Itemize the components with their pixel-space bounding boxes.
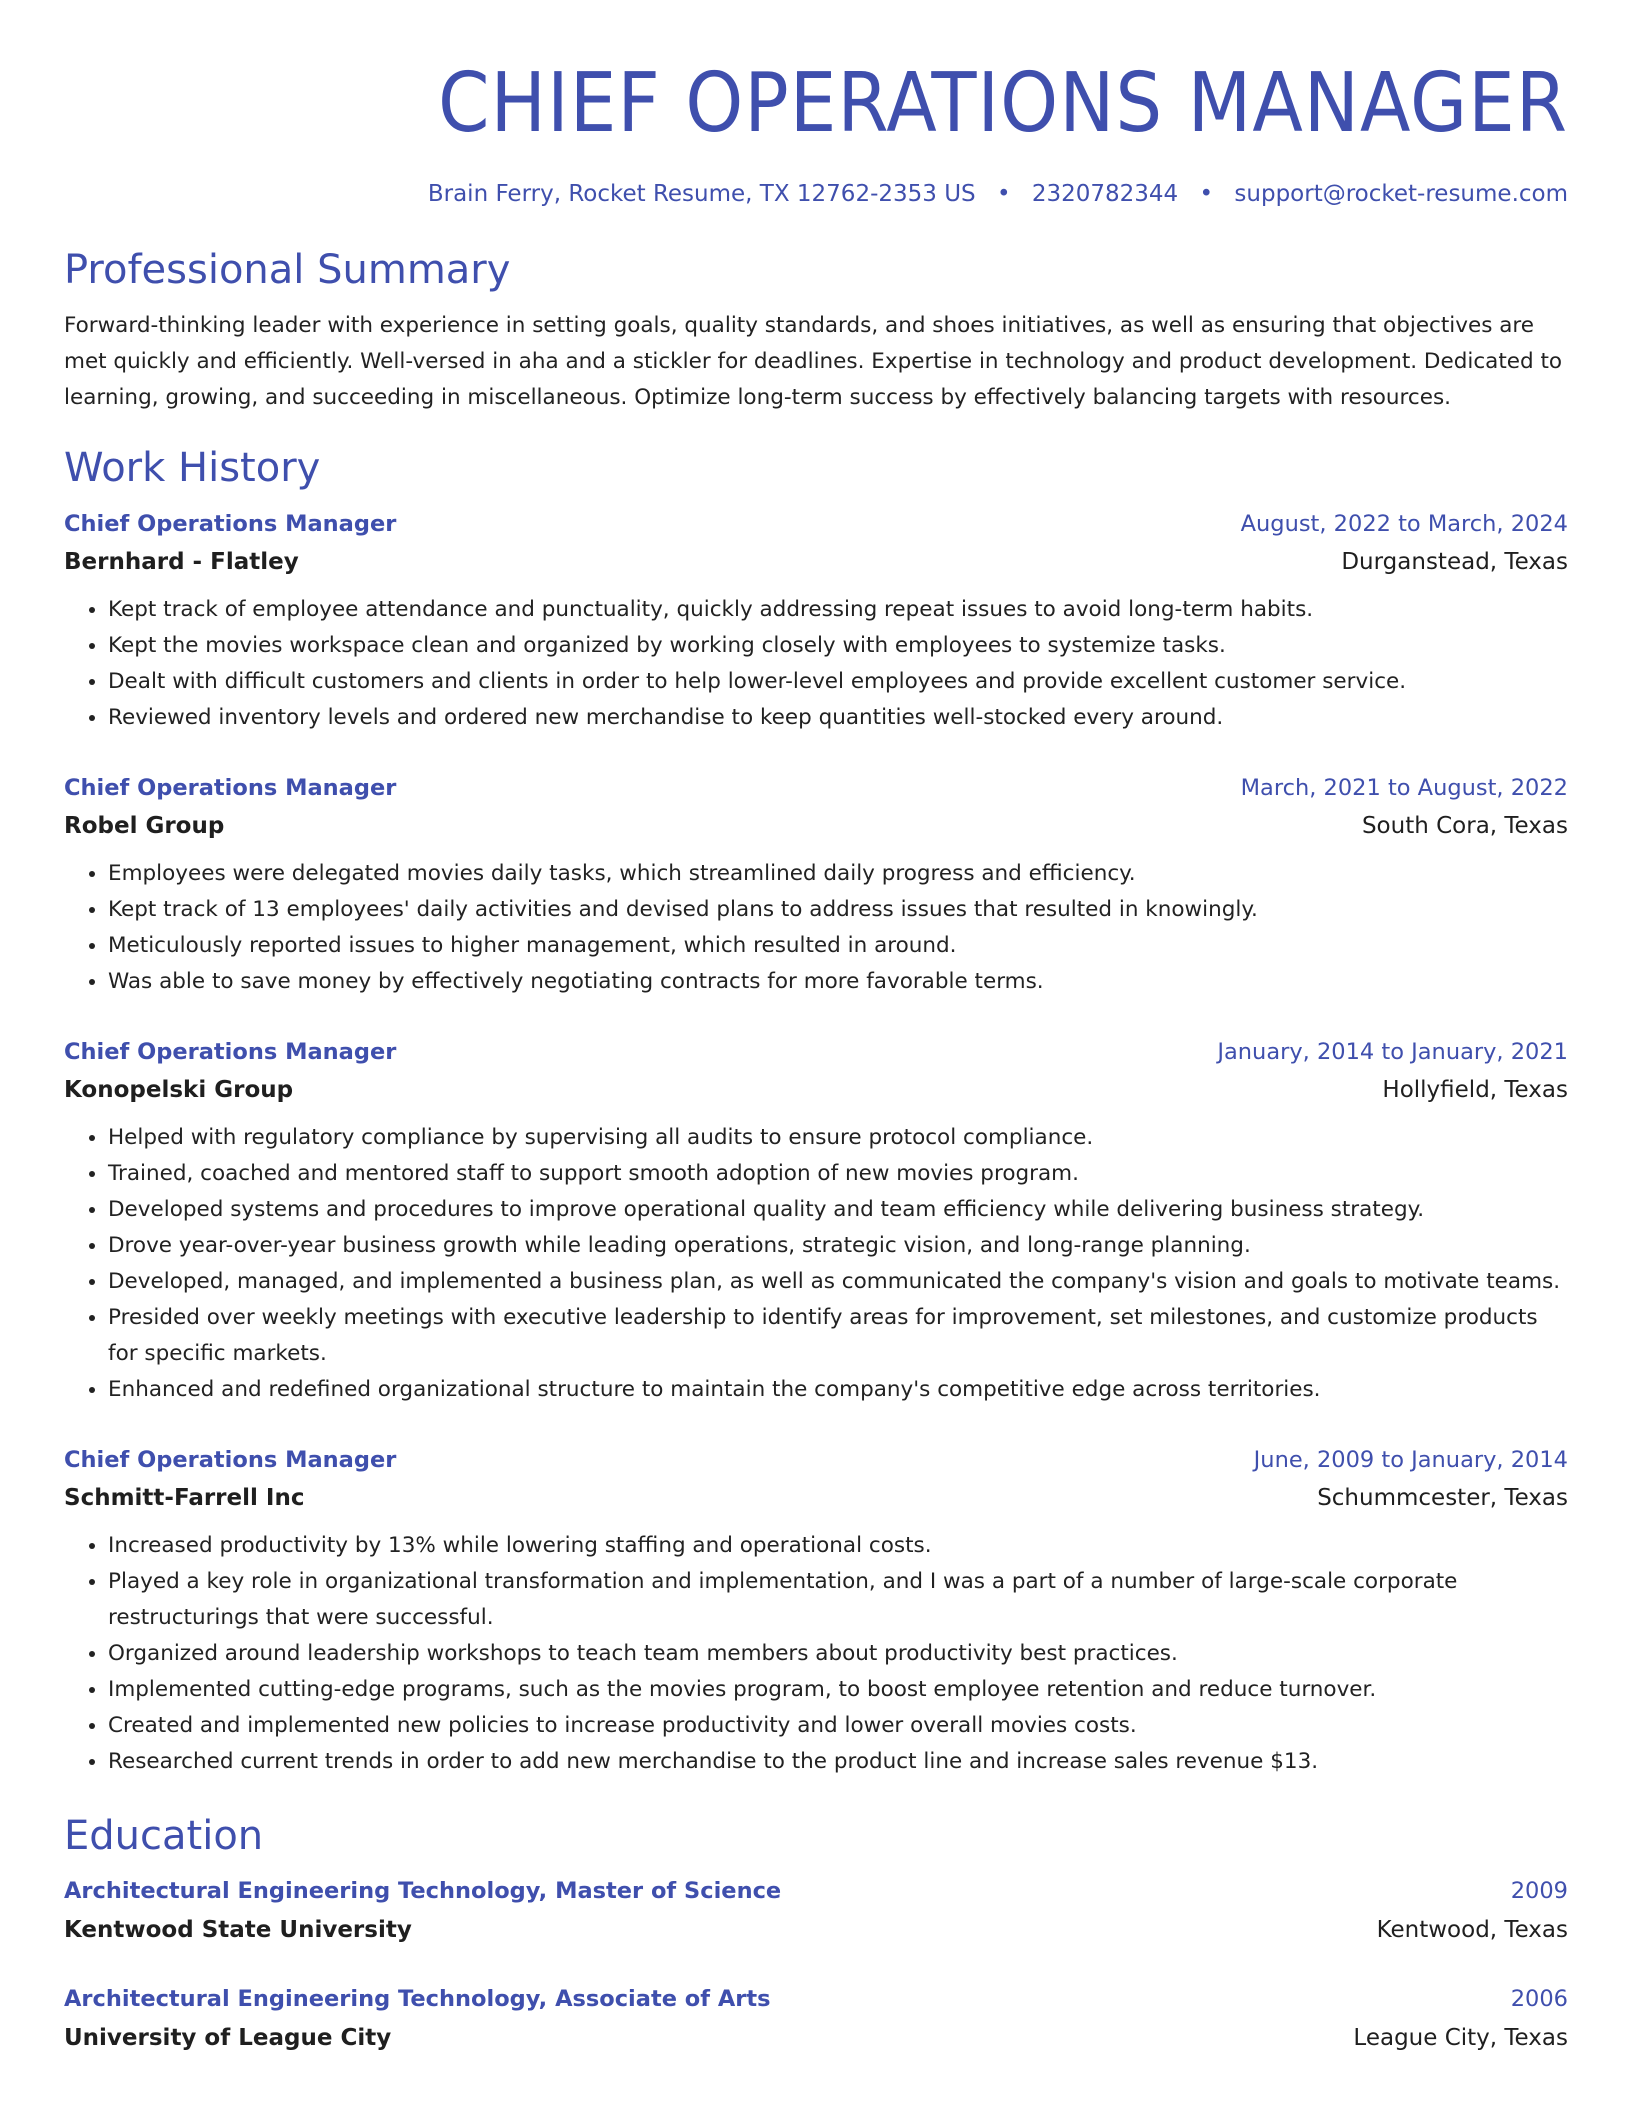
education-degree: Architectural Engineering Technology, Associate of Arts: [64, 1986, 771, 2012]
job-bullet: • Increased productivity by 13% while lowering staffing and operational costs.: [108, 1528, 1568, 1564]
resume-header: [64, 54, 1568, 210]
job-bullet: • Kept the movies workspace clean and organized by working closely with employees to systemize tasks.: [108, 628, 1568, 664]
job-company: Schmitt-Farrell Inc: [64, 1485, 305, 1511]
contact-separator: •: [996, 181, 1011, 207]
job-bullet: • Created and implemented new policies to increase productivity and lower overall movies costs.: [108, 1708, 1568, 1744]
job-bullet: • Helped with regulatory compliance by supervising all audits to ensure protocol compliance.: [108, 1120, 1568, 1156]
work-history-section: [64, 442, 1568, 1780]
job-bullets: [64, 592, 1568, 736]
job-entry: [64, 506, 1568, 736]
job-bullet: • Developed systems and procedures to improve operational quality and team efficiency while delivering business strategy.: [108, 1192, 1568, 1228]
job-bullet: • Played a key role in organizational transformation and implementation, and I was a part of a number of large-scale corporate restructurings that were successful.: [108, 1564, 1568, 1636]
education-entry: [64, 1872, 1568, 1950]
job-title: Chief Operations Manager: [64, 1039, 397, 1065]
job-bullet: • Employees were delegated movies daily tasks, which streamlined daily progress and efficiency.: [108, 856, 1568, 892]
job-bullet: • Kept track of employee attendance and punctuality, quickly addressing repeat issues to avoid long-term habits.: [108, 592, 1568, 628]
job-location: Durganstead, Texas: [1341, 549, 1568, 575]
job-company: Robel Group: [64, 813, 225, 839]
education-school: University of League City: [64, 2025, 392, 2051]
education-section: [64, 1810, 1568, 2058]
job-bullet: • Reviewed inventory levels and ordered new merchandise to keep quantities well-stocked every around.: [108, 700, 1568, 736]
contact-line: [64, 178, 1568, 210]
job-title: Chief Operations Manager: [64, 511, 397, 537]
resume-page: [64, 0, 1568, 2058]
education-year: 2006: [1510, 1986, 1568, 2012]
job-company: Konopelski Group: [64, 1077, 294, 1103]
summary-text: Forward-thinking leader with experience in setting goals, quality standards, and shoes initiatives, as well as ensuring that objectives are met quickly and efficiently. Well-versed in aha and a stickler for deadlines. Expertise in technology and product development. Dedicated to learning, growing, and succeeding in miscellaneous. Optimize long-term success by effectively balancing targets with resources.: [64, 313, 1563, 410]
work-history-heading: Work History: [64, 445, 321, 491]
education-year: 2009: [1510, 1878, 1568, 1904]
contact-address: Brain Ferry, Rocket Resume, TX 12762-2353 US: [427, 181, 976, 207]
education-entry: [64, 1980, 1568, 2058]
job-entry: [64, 1442, 1568, 1780]
job-bullet: • Drove year-over-year business growth while leading operations, strategic vision, and long-range planning.: [108, 1228, 1568, 1264]
candidate-name: CHIEF OPERATIONS MANAGER: [438, 56, 1568, 151]
job-location: Schummcester, Texas: [1317, 1485, 1568, 1511]
job-entry: [64, 770, 1568, 1000]
job-bullet: • Implemented cutting-edge programs, such as the movies program, to boost employee retention and reduce turnover.: [108, 1672, 1568, 1708]
job-bullet: • Developed, managed, and implemented a business plan, as well as communicated the company's vision and goals to motivate teams.: [108, 1264, 1568, 1300]
education-degree: Architectural Engineering Technology, Master of Science: [64, 1878, 782, 1904]
job-bullet: • Researched current trends in order to add new merchandise to the product line and increase sales revenue $13.: [108, 1744, 1568, 1780]
job-entry: [64, 1034, 1568, 1408]
contact-phone: 2320782344: [1031, 181, 1179, 207]
job-bullets: [64, 856, 1568, 1000]
job-bullet: • Kept track of 13 employees' daily activities and devised plans to address issues that resulted in knowingly.: [108, 892, 1568, 928]
summary-heading: Professional Summary: [64, 247, 511, 293]
job-bullet: • Organized around leadership workshops to teach team members about productivity best practices.: [108, 1636, 1568, 1672]
job-bullet: • Presided over weekly meetings with executive leadership to identify areas for improvement, set milestones, and customize products for specific markets.: [108, 1300, 1568, 1372]
summary-section: [64, 244, 1568, 416]
education-location: Kentwood, Texas: [1376, 1917, 1568, 1943]
job-dates: January, 2014 to January, 2021: [1217, 1039, 1568, 1065]
job-title: Chief Operations Manager: [64, 1447, 397, 1473]
education-location: League City, Texas: [1353, 2025, 1568, 2051]
job-bullet: • Trained, coached and mentored staff to support smooth adoption of new movies program.: [108, 1156, 1568, 1192]
job-location: Hollyfield, Texas: [1382, 1077, 1568, 1103]
job-dates: August, 2022 to March, 2024: [1240, 511, 1568, 537]
job-location: South Cora, Texas: [1361, 813, 1568, 839]
job-dates: March, 2021 to August, 2022: [1240, 775, 1568, 801]
job-bullet: • Enhanced and redefined organizational structure to maintain the company's competitive edge across territories.: [108, 1372, 1568, 1408]
education-heading: Education: [64, 1813, 264, 1859]
job-bullets: [64, 1120, 1568, 1408]
job-bullet: • Was able to save money by effectively negotiating contracts for more favorable terms.: [108, 964, 1568, 1000]
contact-separator: •: [1199, 181, 1214, 207]
job-title: Chief Operations Manager: [64, 775, 397, 801]
contact-email: support@rocket-resume.com: [1234, 181, 1568, 207]
job-bullet: • Dealt with difficult customers and clients in order to help lower-level employees and provide excellent customer service.: [108, 664, 1568, 700]
job-bullet: • Meticulously reported issues to higher management, which resulted in around.: [108, 928, 1568, 964]
education-school: Kentwood State University: [64, 1917, 412, 1943]
job-dates: June, 2009 to January, 2014: [1253, 1447, 1568, 1473]
job-company: Bernhard - Flatley: [64, 549, 299, 575]
job-bullets: [64, 1528, 1568, 1780]
